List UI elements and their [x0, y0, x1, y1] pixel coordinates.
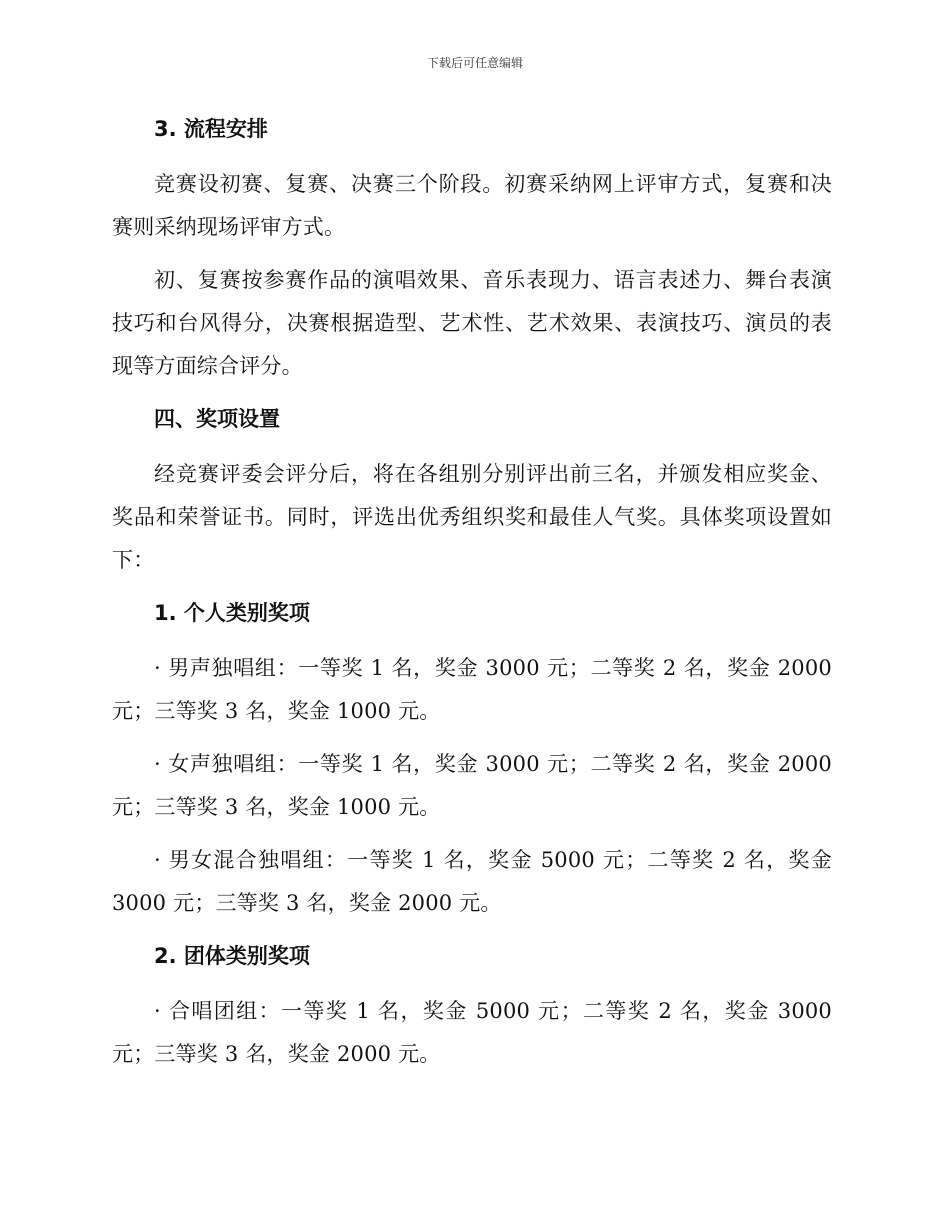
subheading-individual-awards: 1. 个人类别奖项: [154, 601, 310, 625]
subheading-group-awards: 2. 团体类别奖项: [154, 944, 310, 968]
paragraph-awards-intro: 经竞赛评委会评分后，将在各组别分别评出前三名，并颁发相应奖金、奖品和荣誉证书。同时，评选出优秀组织奖和最佳人气奖。具体奖项设置如下：: [112, 462, 832, 572]
list-item-male-solo: · 男声独唱组：一等奖 1 名，奖金 3000 元；二等奖 2 名，奖金 2000 元；三等奖 3 名，奖金 1000 元。: [112, 656, 832, 723]
list-item-choir: · 合唱团组：一等奖 1 名，奖金 5000 元；二等奖 2 名，奖金 3000 元；三等奖 3 名，奖金 2000 元。: [112, 999, 832, 1066]
list-item-female-solo: · 女声独唱组：一等奖 1 名，奖金 3000 元；二等奖 2 名，奖金 2000 元；三等奖 3 名，奖金 1000 元。: [112, 752, 832, 819]
section-heading-awards: 四、奖项设置: [154, 407, 280, 431]
document-body: [112, 108, 832, 1086]
section-heading-process: 3. 流程安排: [154, 117, 268, 141]
list-item-mixed-solo: · 男女混合独唱组：一等奖 1 名，奖金 5000 元；二等奖 2 名，奖金 3000 元；三等奖 3 名，奖金 2000 元。: [112, 848, 832, 915]
paragraph-scoring: 初、复赛按参赛作品的演唱效果、音乐表现力、语言表述力、舞台表演技巧和台风得分，决赛根据造型、艺术性、艺术效果、表演技巧、演员的表现等方面综合评分。: [112, 268, 832, 378]
paragraph-stages: 竞赛设初赛、复赛、决赛三个阶段。初赛采纳网上评审方式，复赛和决赛则采纳现场评审方式。: [112, 172, 832, 239]
page-header: 下载后可任意编辑: [426, 56, 523, 70]
